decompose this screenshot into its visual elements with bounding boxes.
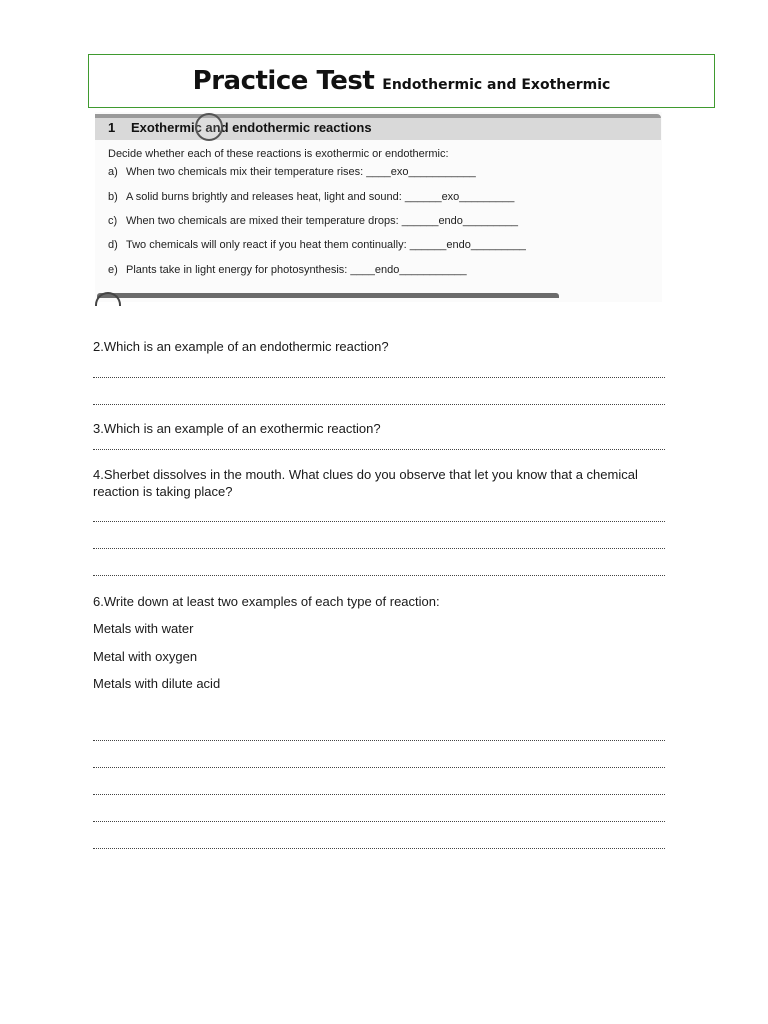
answer-line[interactable]: [93, 540, 665, 549]
item-answer: ____exo___________: [366, 166, 476, 178]
worksheet-item: [108, 239, 526, 251]
title-box: [88, 54, 715, 108]
answer-line[interactable]: [93, 732, 665, 741]
item-text: When two chemicals are mixed their temperature drops:: [126, 215, 402, 227]
item-answer: ____endo___________: [350, 264, 467, 276]
q6-item-metals-water: Metals with water: [93, 621, 194, 636]
worksheet-item: [108, 166, 476, 178]
item-text: When two chemicals mix their temperature rises:: [126, 166, 367, 178]
worksheet-image-panel: [95, 112, 662, 302]
answer-line[interactable]: [93, 840, 665, 849]
item-answer: ______exo_________: [404, 191, 515, 203]
item-letter: c): [108, 215, 118, 227]
worksheet-item: [108, 191, 514, 203]
answer-line[interactable]: [93, 813, 665, 822]
item-letter: b): [108, 191, 118, 203]
answer-line[interactable]: [93, 513, 665, 522]
answer-line[interactable]: [93, 567, 665, 576]
worksheet-title: Exothermic and endothermic reactions: [131, 120, 372, 135]
item-answer: ______endo_________: [401, 215, 518, 227]
worksheet-item: [108, 215, 518, 227]
question-4: 4.Sherbet dissolves in the mouth. What clues do you observe that let you know that a chemical reaction is taking place?: [93, 467, 638, 499]
worksheet-number: 1: [108, 120, 116, 135]
item-letter: d): [108, 239, 118, 251]
answer-line[interactable]: [93, 786, 665, 795]
item-letter: e): [108, 264, 118, 276]
item-letter: a): [108, 166, 118, 178]
question-2: 2.Which is an example of an endothermic reaction?: [93, 339, 389, 354]
worksheet-item: [108, 264, 467, 276]
question-6: 6.Write down at least two examples of each type of reaction:: [93, 594, 440, 609]
worksheet-footer-bar: [97, 293, 559, 298]
q6-item-metals-acid: Metals with dilute acid: [93, 676, 221, 691]
answer-line[interactable]: [93, 759, 665, 768]
answer-line[interactable]: [93, 369, 665, 378]
page-title: Practice Test: [192, 66, 375, 96]
worksheet-instruction: Decide whether each of these reactions is exothermic or endothermic:: [108, 148, 449, 160]
item-text: A solid burns brightly and releases heat, light and sound:: [126, 191, 405, 203]
question-3: 3.Which is an example of an exothermic reaction?: [93, 421, 381, 436]
ring-binder-icon: [195, 113, 223, 141]
item-text: Two chemicals will only react if you heat them continually:: [126, 239, 410, 251]
item-text: Plants take in light energy for photosynthesis:: [126, 264, 351, 276]
q6-item-metal-oxygen: Metal with oxygen: [93, 649, 198, 664]
answer-line[interactable]: [93, 396, 665, 405]
item-answer: ______endo_________: [409, 239, 526, 251]
answer-line[interactable]: [93, 441, 665, 450]
page-subtitle: Endothermic and Exothermic: [382, 77, 611, 93]
